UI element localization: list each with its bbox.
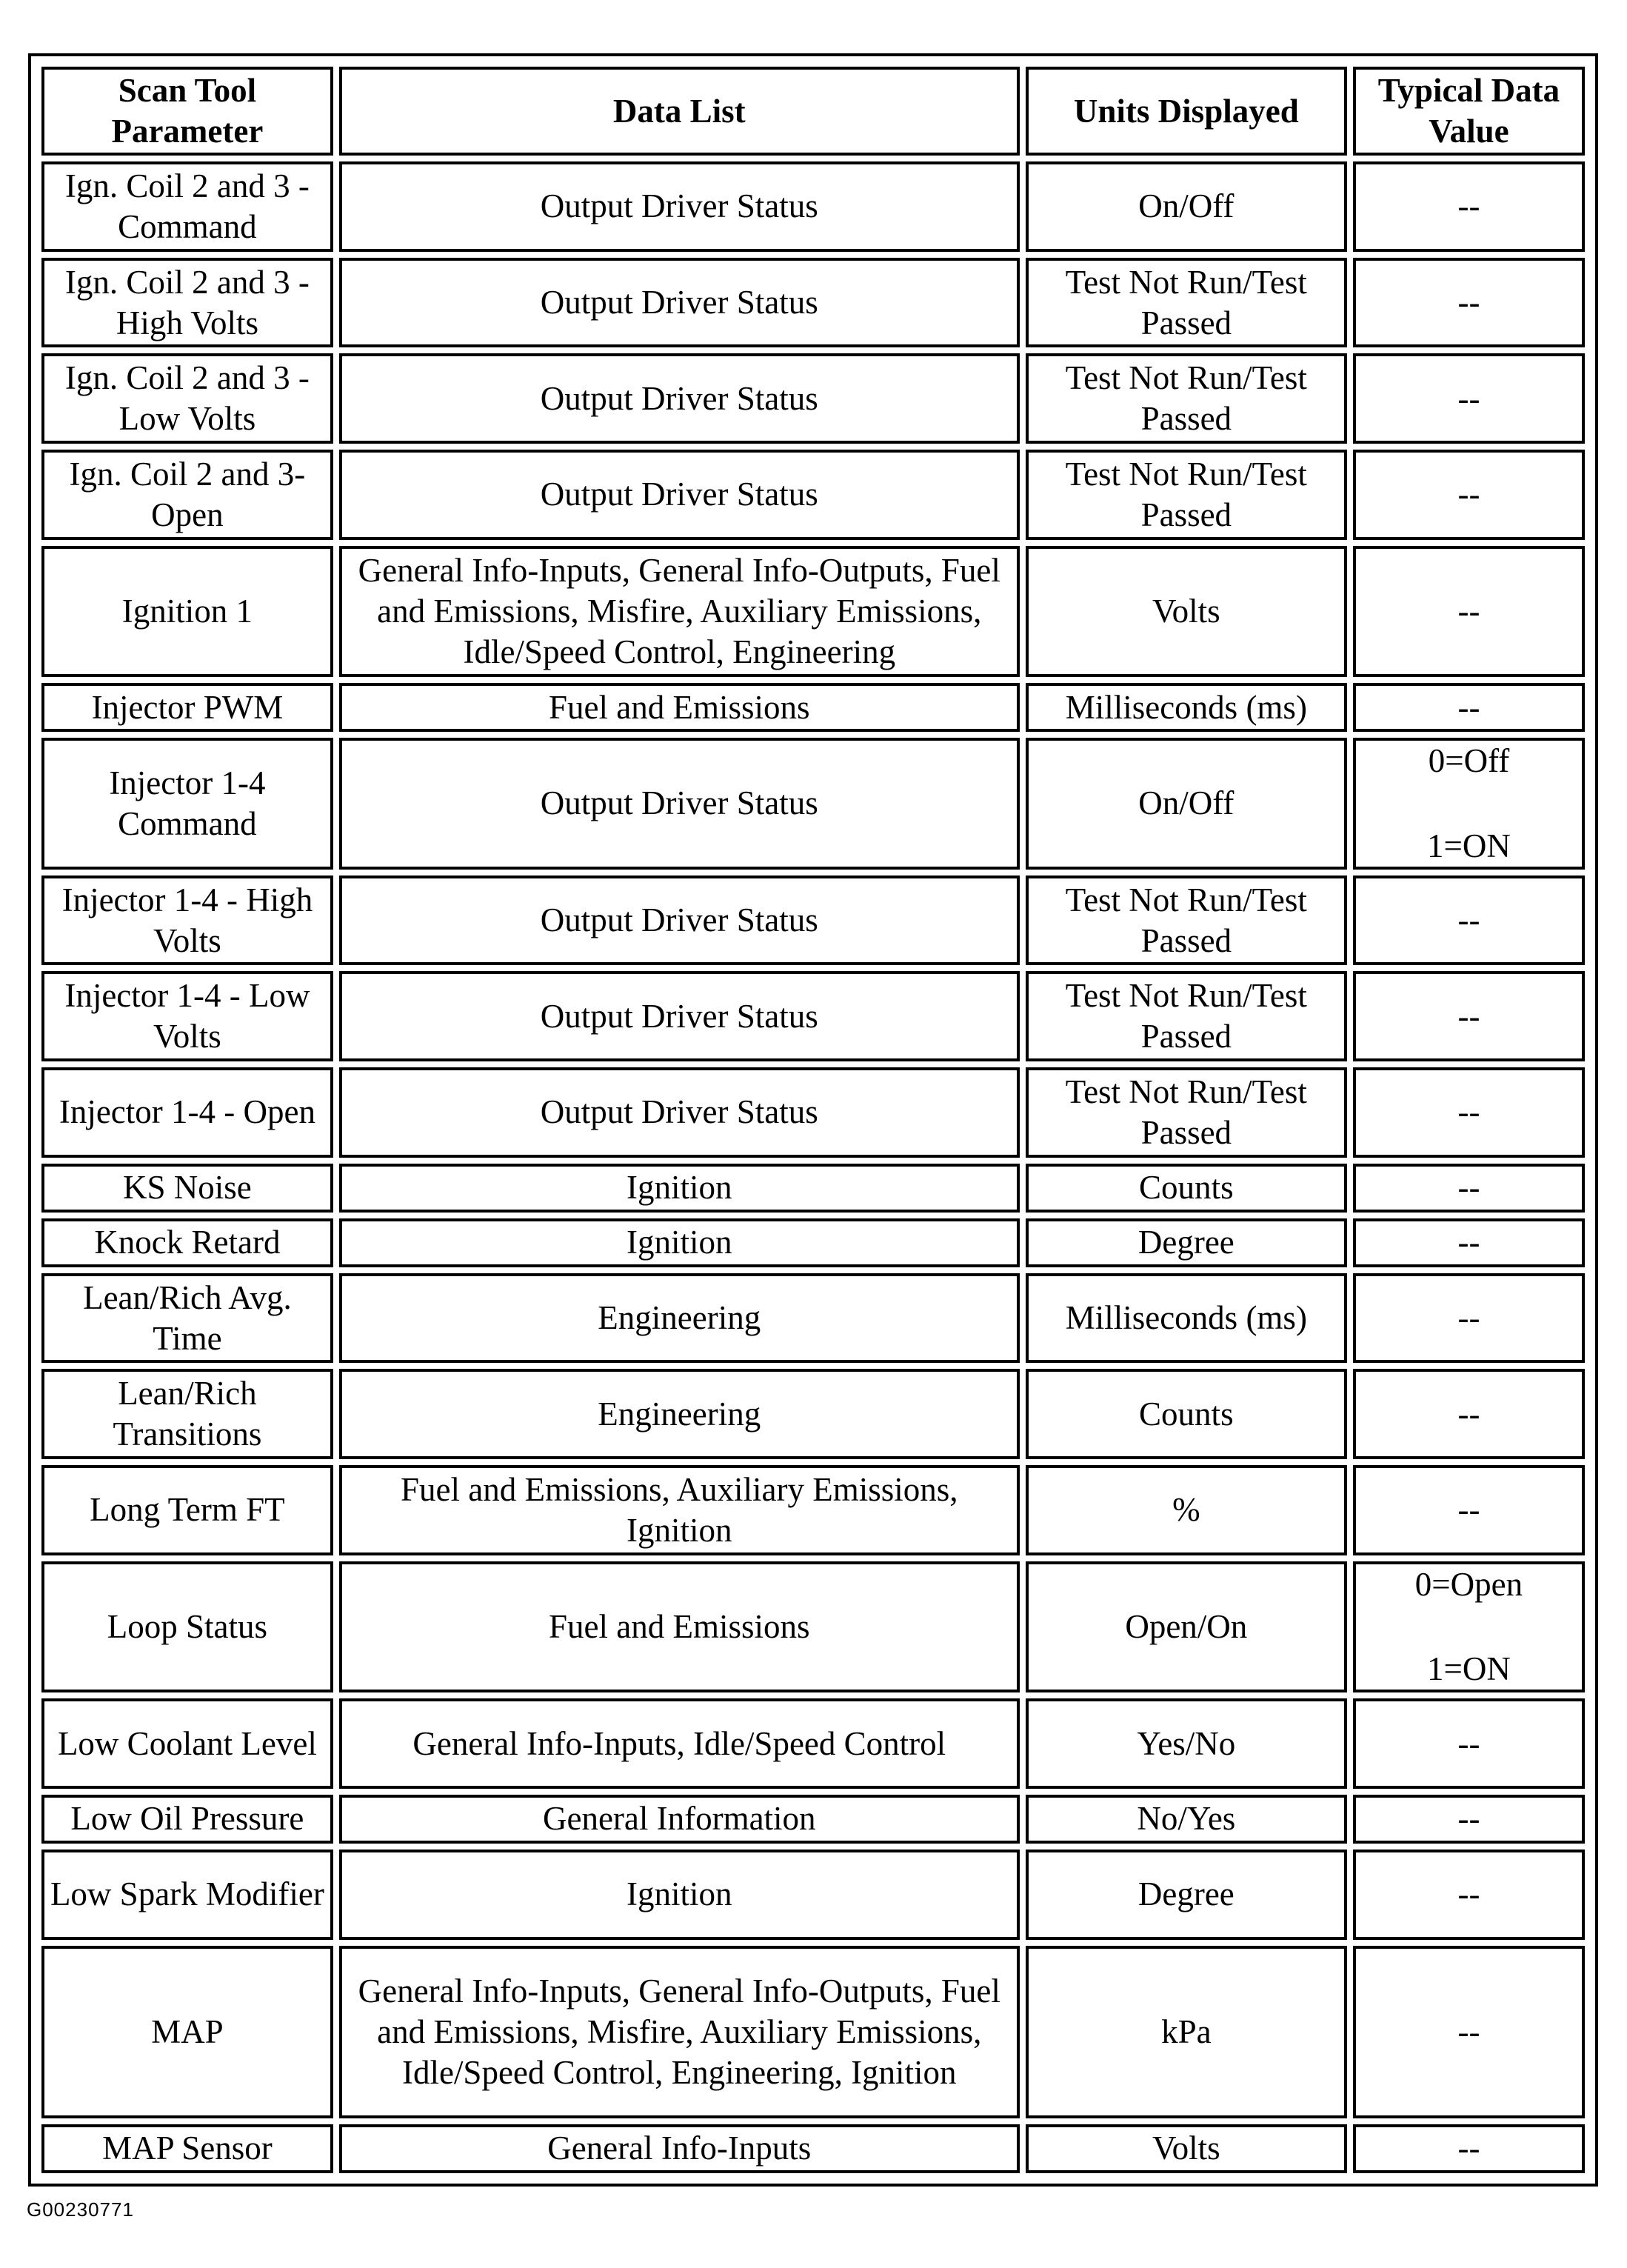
figure-id: G00230771	[27, 2198, 134, 2221]
cell-typical-value: --	[1353, 683, 1585, 732]
cell-data-list: Ignition	[339, 1218, 1020, 1267]
cell-parameter: Lean/Rich Avg. Time	[41, 1273, 333, 1364]
cell-typical-value: --	[1353, 258, 1585, 348]
typical-value-item: 0=Off	[1428, 742, 1510, 780]
cell-parameter: MAP Sensor	[41, 2124, 333, 2173]
cell-typical-value: --	[1353, 1164, 1585, 1213]
cell-data-list: Output Driver Status	[339, 1067, 1020, 1158]
scan-tool-data-table	[36, 61, 1591, 2179]
cell-typical-value	[1353, 1561, 1585, 1693]
cell-data-list: Output Driver Status	[339, 971, 1020, 1061]
cell-units: On/Off	[1026, 738, 1347, 870]
table-row	[41, 683, 1585, 732]
cell-typical-value: --	[1353, 353, 1585, 444]
cell-units: Test Not Run/Test Passed	[1026, 875, 1347, 966]
cell-data-list: Engineering	[339, 1273, 1020, 1364]
cell-parameter: Knock Retard	[41, 1218, 333, 1267]
typical-value-list	[1360, 1564, 1577, 1690]
table-row	[41, 1164, 1585, 1213]
table-row	[41, 2124, 1585, 2173]
table-row	[41, 1561, 1585, 1693]
table-row	[41, 450, 1585, 540]
cell-typical-value: --	[1353, 161, 1585, 252]
cell-data-list: Output Driver Status	[339, 875, 1020, 966]
cell-units: kPa	[1026, 1946, 1347, 2118]
header-units-displayed: Units Displayed	[1026, 67, 1347, 156]
cell-units: On/Off	[1026, 161, 1347, 252]
table-row	[41, 1273, 1585, 1364]
cell-data-list: Output Driver Status	[339, 258, 1020, 348]
cell-typical-value: --	[1353, 1698, 1585, 1789]
header-typical-data-value: Typical Data Value	[1353, 67, 1585, 156]
cell-data-list: Output Driver Status	[339, 353, 1020, 444]
cell-data-list: General Info-Inputs, General Info-Outputs, Fuel and Emissions, Misfire, Auxiliary Emissions, Idle/Speed Control, Engineering, Ignition	[339, 1946, 1020, 2118]
cell-typical-value: --	[1353, 1465, 1585, 1555]
table-row	[41, 1795, 1585, 1844]
cell-data-list: Output Driver Status	[339, 450, 1020, 540]
cell-units: Test Not Run/Test Passed	[1026, 258, 1347, 348]
cell-parameter: MAP	[41, 1946, 333, 2118]
cell-typical-value: --	[1353, 546, 1585, 678]
table-row	[41, 1698, 1585, 1789]
cell-units: Volts	[1026, 546, 1347, 678]
cell-data-list: Fuel and Emissions, Auxiliary Emissions, Ignition	[339, 1465, 1020, 1555]
cell-data-list: Fuel and Emissions	[339, 683, 1020, 732]
header-scan-tool-parameter: Scan Tool Parameter	[41, 67, 333, 156]
table-row	[41, 875, 1585, 966]
cell-parameter: Low Oil Pressure	[41, 1795, 333, 1844]
cell-typical-value: --	[1353, 1946, 1585, 2118]
cell-parameter: KS Noise	[41, 1164, 333, 1213]
cell-typical-value: --	[1353, 450, 1585, 540]
cell-units: Counts	[1026, 1164, 1347, 1213]
cell-units: No/Yes	[1026, 1795, 1347, 1844]
cell-units: Milliseconds (ms)	[1026, 683, 1347, 732]
cell-parameter: Injector PWM	[41, 683, 333, 732]
table-row	[41, 353, 1585, 444]
cell-data-list: Engineering	[339, 1369, 1020, 1459]
cell-units: Test Not Run/Test Passed	[1026, 971, 1347, 1061]
table-row	[41, 1218, 1585, 1267]
cell-parameter: Ign. Coil 2 and 3 - High Volts	[41, 258, 333, 348]
typical-value-item: 1=ON	[1427, 1650, 1511, 1688]
table-row	[41, 971, 1585, 1061]
table-row	[41, 738, 1585, 870]
cell-data-list: General Info-Inputs, Idle/Speed Control	[339, 1698, 1020, 1789]
table-frame	[28, 53, 1598, 2187]
cell-parameter: Injector 1-4 - Open	[41, 1067, 333, 1158]
cell-units: Yes/No	[1026, 1698, 1347, 1789]
cell-typical-value: --	[1353, 1218, 1585, 1267]
cell-parameter: Ign. Coil 2 and 3 - Command	[41, 161, 333, 252]
table-row	[41, 1369, 1585, 1459]
typical-value-item: 0=Open	[1414, 1565, 1523, 1603]
cell-typical-value: --	[1353, 2124, 1585, 2173]
cell-data-list: General Info-Inputs	[339, 2124, 1020, 2173]
cell-typical-value: --	[1353, 1273, 1585, 1364]
cell-units: Degree	[1026, 1850, 1347, 1940]
cell-parameter: Ignition 1	[41, 546, 333, 678]
cell-units: %	[1026, 1465, 1347, 1555]
cell-data-list: Fuel and Emissions	[339, 1561, 1020, 1693]
cell-typical-value: --	[1353, 1850, 1585, 1940]
cell-typical-value: --	[1353, 971, 1585, 1061]
cell-parameter: Lean/Rich Transitions	[41, 1369, 333, 1459]
header-data-list: Data List	[339, 67, 1020, 156]
cell-units: Volts	[1026, 2124, 1347, 2173]
cell-units: Test Not Run/Test Passed	[1026, 353, 1347, 444]
cell-parameter: Long Term FT	[41, 1465, 333, 1555]
table-row	[41, 258, 1585, 348]
cell-units: Test Not Run/Test Passed	[1026, 1067, 1347, 1158]
cell-parameter: Loop Status	[41, 1561, 333, 1693]
cell-data-list: Output Driver Status	[339, 161, 1020, 252]
cell-units: Milliseconds (ms)	[1026, 1273, 1347, 1364]
table-row	[41, 1946, 1585, 2118]
table-row	[41, 161, 1585, 252]
cell-parameter: Injector 1-4 Command	[41, 738, 333, 870]
cell-units: Counts	[1026, 1369, 1347, 1459]
typical-value-item: 1=ON	[1427, 827, 1511, 864]
typical-value-list	[1360, 741, 1577, 867]
cell-typical-value: --	[1353, 1067, 1585, 1158]
cell-typical-value: --	[1353, 1369, 1585, 1459]
table-row	[41, 1850, 1585, 1940]
table-row	[41, 1067, 1585, 1158]
cell-units: Test Not Run/Test Passed	[1026, 450, 1347, 540]
cell-parameter: Ign. Coil 2 and 3- Open	[41, 450, 333, 540]
cell-typical-value	[1353, 738, 1585, 870]
cell-data-list: General Information	[339, 1795, 1020, 1844]
cell-typical-value: --	[1353, 875, 1585, 966]
table-row	[41, 1465, 1585, 1555]
table-row	[41, 546, 1585, 678]
cell-parameter: Low Spark Modifier	[41, 1850, 333, 1940]
cell-parameter: Low Coolant Level	[41, 1698, 333, 1789]
cell-data-list: Output Driver Status	[339, 738, 1020, 870]
cell-units: Degree	[1026, 1218, 1347, 1267]
header-row	[41, 67, 1585, 156]
cell-parameter: Ign. Coil 2 and 3 - Low Volts	[41, 353, 333, 444]
cell-data-list: Ignition	[339, 1850, 1020, 1940]
cell-data-list: Ignition	[339, 1164, 1020, 1213]
cell-typical-value: --	[1353, 1795, 1585, 1844]
cell-data-list: General Info-Inputs, General Info-Outputs, Fuel and Emissions, Misfire, Auxiliary Emissions, Idle/Speed Control, Engineering	[339, 546, 1020, 678]
cell-parameter: Injector 1-4 - High Volts	[41, 875, 333, 966]
cell-units: Open/On	[1026, 1561, 1347, 1693]
cell-parameter: Injector 1-4 - Low Volts	[41, 971, 333, 1061]
